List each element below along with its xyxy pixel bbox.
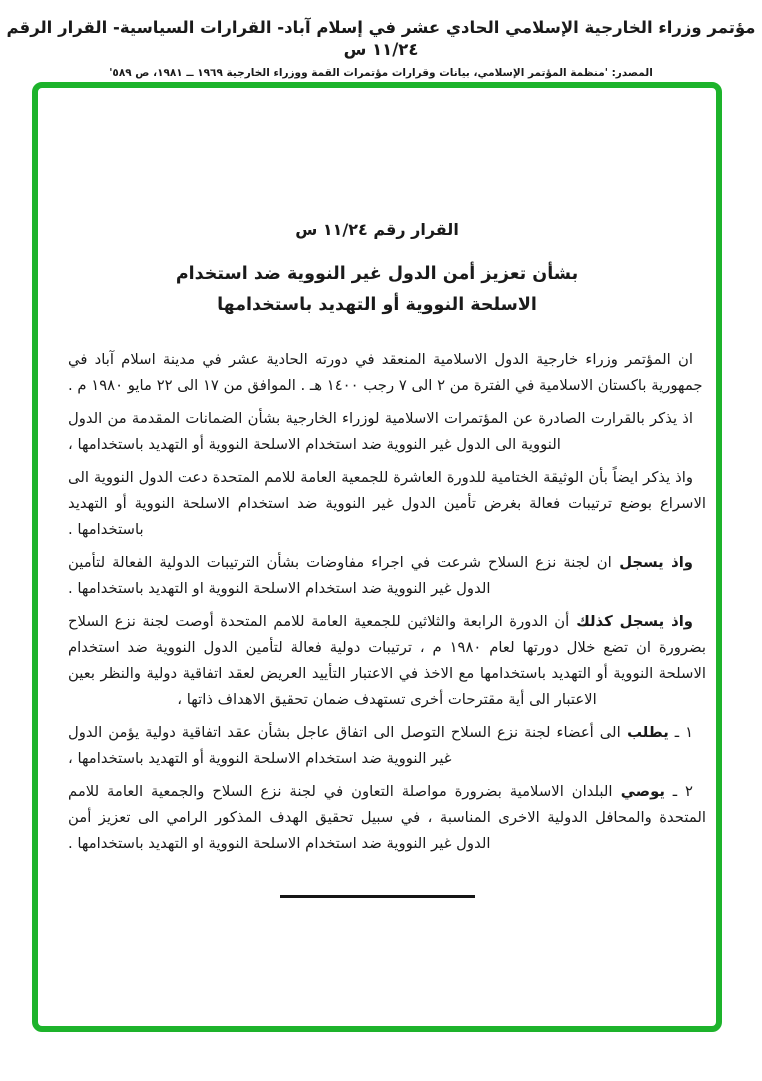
paragraph-final-document <box>68 465 706 543</box>
item-lead: يطلب <box>620 724 669 741</box>
paragraph-lead: واذ يسجل <box>611 554 693 571</box>
item-text: الى أعضاء لجنة نزع السلاح التوصل الى اتفاق عاجل بشأن عقد اتفاقية دولية يؤمن الدول غير النووية ضد استخدام الاسلحة النووية أو التهديد باستخدامها ، <box>68 724 621 767</box>
paragraph-text: ان لجنة نزع السلاح شرعت في اجراء مفاوضات بشأن الترتيبات الدولية الفعالة لتأمين الدول غير النووية ضد استخدام الاسلحة النووية او التهديد باستخدامها . <box>68 554 612 597</box>
document-border-frame <box>32 82 722 1032</box>
paragraph-text: واذ يذكر ايضاً بأن الوثيقة الختامية للدورة العاشرة للجمعية العامة للامم المتحدة دعت الدول النووية الى الاسراع بوضع ترتيبات فعالة بغرض تأمين الدول غير النووية ضد استخدام الاسلحة النووية أو التهديد باستخدامها . <box>68 469 706 538</box>
paragraph-text: أن الدورة الرابعة والثلاثين للجمعية العامة للامم المتحدة أوصت لجنة نزع السلاح بضرورة ان تضع خلال دورتها لعام ١٩٨٠ م ، ترتيبات دولية فعالة لتأمين الدول النووية ضد استخدام الاسلحة النووية أو التهديد باستخدامها مع الاخذ في الاعتبار التأييد العريض لعقد اتفاقية دولية والنظر بعين الاعتبار الى أية مقترحات أخرى تستهدف ضمان تحقيق الاهداف ذاتها ، <box>68 613 706 708</box>
paragraph-text: ان المؤتمر وزراء خارجية الدول الاسلامية المنعقد في دورته الحادية عشر في مدينة اسلام آباد في جمهورية باكستان الاسلامية في الفترة من ٢ الى ٧ رجب ١٤٠٠ هـ . الموافق من ١٧ الى ٢٢ مايو ١٩٨٠ م . <box>68 351 703 394</box>
item-number: ١ ـ <box>668 724 694 741</box>
resolution-item-2 <box>68 779 706 857</box>
paragraph-text: اذ يذكر بالقرارت الصادرة عن المؤتمرات الاسلامية لوزراء الخارجية بشأن الضمانات المقدمة من الدول النووية الى الدول غير النووية ضد استخدام الاسلحة النووية أو التهديد باستخدامها ، <box>68 410 693 453</box>
header-title: مؤتمر وزراء الخارجية الإسلامي الحادي عشر في إسلام آباد- القرارات السياسية- القرار الرقم ١١/٢٤ س <box>6 18 756 59</box>
document-title-line-1: بشأن تعزيز أمن الدول غير النووية ضد استخدام <box>175 264 579 284</box>
paragraph-recalling-resolutions <box>68 406 706 458</box>
document-title <box>38 259 716 321</box>
paragraph-preamble <box>68 347 706 399</box>
item-number: ٢ ـ <box>664 783 693 800</box>
paragraph-lead: واذ يسجل كذلك <box>569 613 693 630</box>
resolution-item-1 <box>68 720 706 772</box>
bottom-divider-line <box>280 895 475 898</box>
document-body <box>68 347 706 857</box>
paragraph-disarmament-committee <box>68 550 706 602</box>
item-lead: يوصي <box>612 783 665 800</box>
document-header <box>0 0 762 80</box>
paragraph-general-assembly-session <box>68 609 706 713</box>
document-title-line-2: الاسلحة النووية أو التهديد باستخدامها <box>217 295 537 315</box>
header-source-line: المصدر: 'منظمة المؤتمر الإسلامي، بيانات وقرارات مؤتمرات القمة ووزراء الخارجية ١٩٦٩ ــ ١٩٨١، ص ٥٨٩' <box>109 67 653 79</box>
item-text: البلدان الاسلامية بضرورة مواصلة التعاون في لجنة نزع السلاح والجمعية العامة للامم المتحدة والمحافل الدولية الاخرى المناسبة ، في سبيل تحقيق الهدف المذكور الرامي الى تعزيز أمن الدول غير النووية ضد استخدام الاسلحة النووية او التهديد باستخدامها . <box>68 783 706 852</box>
resolution-number: القرار رقم ١١/٢٤ س <box>295 220 459 239</box>
